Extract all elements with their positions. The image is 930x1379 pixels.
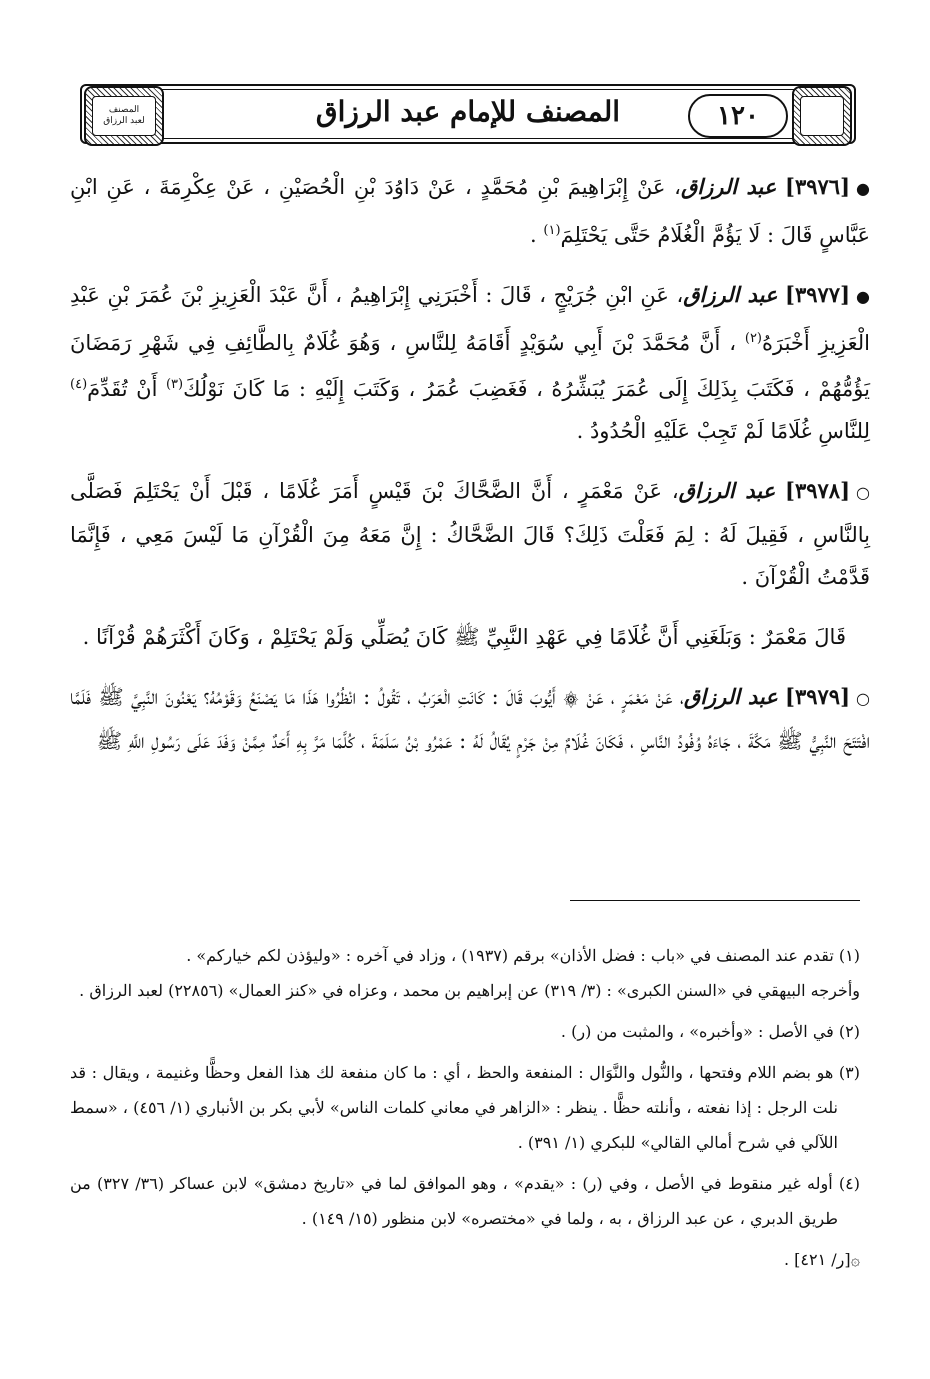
emblem-inner	[92, 96, 156, 136]
hadith-text: ، أَنَّ مُحَمَّدَ بْنَ أَبِي سُوَيْدٍ أَقَامَهُ لِلنَّاسِ ، وَهُوَ غُلَامٌ بِالطَّائِفِ فِي شَهْرِ رَمَضَانَ يَؤُمُّهُمْ ، فَكَتَبَ بِذَلِكَ إِلَى عُمَرَ يُبَشِّرُهُ ، فَغَضِبَ عُمَرُ ، وَكَتَبَ إِلَيْهِ : مَا كَانَ نَوْلُكَ	[70, 331, 870, 401]
footnote-text: هو بضم اللام وفتحها ، والنُّول والنَّوَال : المنفعة والحظ ، أي : ما كان منفعة لك هذا الفعل وحظًّا وغنيمة ، ويقال : قد نلت الرجل : إذا نفعته ، وأنلته حظًّا . ينظر : «الزاهر في معاني كلمات الناس» لأبي بكر بن الأنباري (١/ ٤٥٦) ، «سمط اللآلي في شرح أمالي القالي» للبكري (١/ ٣٩١) .	[70, 1063, 838, 1152]
footnote-number: (١)	[838, 946, 860, 965]
footnote-2	[70, 1014, 860, 1049]
page-header	[80, 84, 856, 144]
hadith-source: عبد الرزاق	[683, 684, 778, 709]
hadith-number: [٣٩٧٧]	[785, 282, 851, 307]
circle-marker: ○	[856, 483, 870, 502]
footnote-line	[70, 938, 860, 973]
hadith-3976	[70, 166, 870, 256]
hadith-3977	[70, 274, 870, 452]
footnote-separator	[570, 900, 860, 901]
hadith-text: ، عَنْ مَعْمَرٍ ، أَنَّ الضَّحَّاكَ بْنَ قَيْسٍ أَمَرَ غُلَامًا ، قَبْلَ أَنْ يَحْتَلِمَ فَصَلَّى بِالنَّاسِ ، فَقِيلَ لَهُ : لِمَ فَعَلْتَ ذَلِكَ؟ قَالَ الضَّحَّاكُ : إِنَّ مَعَهُ مِنَ الْقُرْآنِ مَا لَيْسَ مَعِي ، فَإِنَّمَا قَدَّمْتُ الْقُرْآنَ .	[70, 479, 870, 589]
footnote-ref: (٢)	[744, 331, 762, 346]
hadith-source: عبد الرزاق	[680, 174, 777, 199]
footnote-text: في الأصل : «وأخبره» ، والمثبت من (ر) .	[560, 1022, 834, 1041]
emblem-line: المصنف	[108, 105, 140, 115]
hadith-tail: .	[530, 223, 544, 247]
hadith-source: عبد الرزاق	[678, 478, 776, 503]
mamar-comment	[70, 616, 870, 658]
hadith-source: عبد الرزاق	[683, 282, 778, 307]
emblem-inner	[800, 96, 844, 136]
book-emblem-icon	[84, 86, 164, 146]
footnote-3	[70, 1055, 860, 1160]
footnote-ref: (٤)	[70, 377, 88, 392]
emblem-line: لعبد الرزاق	[103, 116, 145, 126]
comment-text: قَالَ مَعْمَرٌ : وَبَلَغَنِي أَنَّ غُلَامًا فِي عَهْدِ النَّبِيِّ ﷺ كَانَ يُصَلِّي وَلَمْ يَحْتَلِمْ ، وَكَانَ أَكْثَرَهُمْ قُرْآنًا .	[82, 625, 846, 649]
footnote-number: (٢)	[838, 1022, 860, 1041]
footnotes	[70, 938, 860, 1283]
main-text	[70, 166, 870, 780]
circle-marker: ○	[856, 689, 870, 708]
footnote-text: تقدم عند المصنف في «باب : فضل الأذان» برقم (١٩٣٧) ، وزاد في آخره : «وليؤذن لكم خياركم» .	[186, 946, 834, 965]
bullet-marker: ●	[856, 179, 870, 198]
hadith-tail: لِلنَّاسِ غُلَامًا لَمْ تَجِبْ عَلَيْهِ الْحُدُودُ .	[576, 419, 870, 443]
ornament-emblem-icon	[792, 86, 852, 146]
page-number: ١٢٠	[688, 94, 788, 138]
footnote-4	[70, 1166, 860, 1236]
hadith-text: أَنْ تُقَدِّمَ	[87, 377, 158, 401]
hadith-text: ، عَنِ ابْنِ جُرَيْجٍ ، قَالَ : أَخْبَرَنِي إِبْرَاهِيمُ ، أَنَّ عَبْدَ الْعَزِيزِ بْنَ عُمَرَ بْنِ عَبْدِ الْعَزِيزِ أَخْبَرَهُ	[70, 283, 870, 355]
hadith-number: [٣٩٧٩]	[785, 684, 851, 709]
footnote-1	[70, 938, 860, 1008]
footnote-number: (٤)	[838, 1174, 860, 1193]
folio-marker: ۞[ر/ ٤٢١] .	[783, 1250, 860, 1269]
footnote-ref: (١)	[543, 223, 561, 238]
footnote-continuation: وأخرجه البيهقي في «السنن الكبرى» : (٣/ ٣١٩) عن إبراهيم بن محمد ، وعزاه في «كنز العمال» (٢٢٨٥٦) لعبد الرزاق .	[79, 981, 860, 1000]
bullet-marker: ●	[856, 287, 870, 306]
hadith-number: [٣٩٧٦]	[785, 174, 851, 199]
hadith-3979	[70, 676, 870, 762]
hadith-text: ، عَنْ إِبْرَاهِيمَ بْنِ مُحَمَّدٍ ، عَنْ دَاوُدَ بْنِ الْحُصَيْنِ ، عَنْ عِكْرِمَةَ ، عَنِ ابْنِ عَبَّاسٍ قَالَ : لَا يَؤُمَّ الْغُلَامُ حَتَّى يَحْتَلِمَ	[70, 175, 870, 247]
footnote-line	[70, 1166, 860, 1236]
footnote-line	[70, 1014, 860, 1049]
hadith-3978	[70, 470, 870, 598]
hadith-text: ، عَنْ مَعْمَرٍ ، عَنْ ۞ أَيُّوبَ قَالَ : كَانَتِ الْعَرَبُ ، تَقُولُ : انْظُرُوا هَذَا مَا يَصْنَعُ وَقَوْمُهُ؟ يَعْنُونَ النَّبِيَّ ﷺ فَلَمَّا افْتَتَحَ النَّبِيُّ ﷺ مَكَّةَ ، جَاءَهُ وُفُودُ النَّاسِ ، فَكَانَ غُلَامٌ مِنْ جَرْمٍ يُقَالُ لَهُ : عَمْرُو بْنُ سَلَمَةَ ، كُلَّمَا مَرَّ بِهِ أَحَدٌ مِمَّنْ وَفَدَ عَلَى رَسُولِ اللَّهِ ﷺ	[70, 685, 870, 753]
footnote-number: (٣)	[838, 1063, 861, 1082]
footnote-line	[70, 1055, 860, 1160]
hadith-number: [٣٩٧٨]	[785, 478, 851, 503]
running-title: المصنف للإمام عبد الرزاق	[315, 95, 621, 128]
footnote-ref: (٣)	[165, 377, 184, 392]
footnote-text: أوله غير منقوط في الأصل ، وفي (ر) : «يقدم» ، وهو الموافق لما في «تاريخ دمشق» لابن عساكر (٣٦/ ٣٢٧) من طريق الدبري ، عن عبد الرزاق ، به ، ولما في «مختصره» لابن منظور (١٥/ ١٤٩) .	[70, 1174, 838, 1228]
